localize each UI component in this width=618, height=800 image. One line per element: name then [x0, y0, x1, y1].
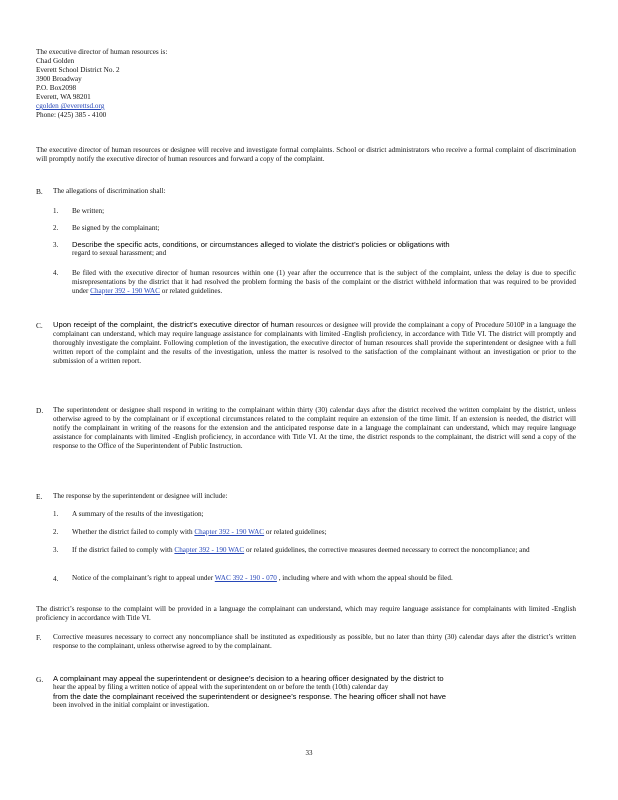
section-d-paragraph: The superintendent or designee shall respond in writing to the complainant within thirty (30) calendar days after the district received the written complaint by the district, unless otherwise agreed to by the complainant or if exceptional circumstances related to the complaint require an extension of the time limit. If an extension is needed, the district will notify the complainant in writing of the reasons for the extension and the anticipated response date in a language the complainant can understand, which may require language assistance for complainants with limited -English proficiency, in accordance with Title VI. At the time, the district responds to the complainant, the district will send a copy of the response to the Office of the Superintendent of Public Instruction. [53, 406, 576, 450]
section-e-label: E. [36, 492, 43, 501]
section-b-text: The allegations of discrimination shall: [53, 187, 166, 195]
contact-po-box: P.O. Box2098 [36, 84, 77, 92]
contact-intro: The executive director of human resources is: [36, 48, 168, 56]
chapter-392-190-wac-link[interactable]: Chapter 392 - 190 WAC [90, 287, 160, 295]
section-b-item-4 [72, 269, 576, 296]
section-g-line-2: hear the appeal by filing a written notice of appeal with the superintendent on or before the tenth (10th) calendar day [53, 683, 389, 691]
section-e-item-3-pre: If the district failed to comply with [72, 546, 173, 554]
section-c-lead: Upon receipt of the complaint, the district’s executive director of human [53, 320, 294, 329]
section-e-item-3-num: 3. [53, 546, 59, 554]
contact-block [36, 48, 576, 120]
section-f-label: F. [36, 633, 42, 642]
section-e-item-1-num: 1. [53, 510, 59, 518]
section-b-item-1-num: 1. [53, 207, 59, 215]
wac-392-190-070-link[interactable]: WAC 392 - 190 - 070 [214, 574, 277, 582]
contact-email-link[interactable]: cgolden @everettsd.org [36, 102, 105, 110]
contact-street: 3900 Broadway [36, 75, 82, 83]
section-e-item-4 [72, 574, 576, 583]
section-b-item-4-text: Be filed with the executive director of human resources within one (1) year after the occurrence that is the subject of the complaint, unless the delay is due to specific misrepresentations by the district that it had resolved the problem forming the basis of the complaint or the district withheld information that was required to be provided [72, 269, 576, 286]
section-e-item-1: A summary of the results of the investigation; [72, 510, 204, 518]
contact-phone: Phone: (425) 385 - 4100 [36, 111, 107, 119]
contact-org: Everett School District No. 2 [36, 66, 120, 74]
section-e-item-2-pre: Whether the district failed to comply with [72, 528, 193, 536]
section-c-text: resources or designee will provide the complainant a copy of Procedure 5010P in a language the complainant can understand, which may require language assistance for complainants with limited -English proficiency, in accordance with Title VI. The district will promptly and thoroughly investigate the complaint. Following completion of the investigation, the executive director of human resources shall provide the superintendent or designee with a full written report of the complaint and the results of the investigation, unless the matter is resolved to the satisfaction of the complainant without an investigation or prior to the submission of a written report. [53, 321, 577, 365]
section-e-item-4-pre: Notice of the complainant’s right to appeal under [72, 574, 214, 582]
section-b-item-2: Be signed by the complainant; [72, 224, 160, 232]
section-e-text: The response by the superintendent or designee will include: [53, 492, 228, 500]
section-c-label: C. [36, 321, 43, 330]
chapter-392-190-wac-link-2[interactable]: Chapter 392 - 190 WAC [194, 528, 265, 536]
section-b-item-2-num: 2. [53, 224, 59, 232]
section-g-line-3: from the date the complainant received the superintendent or designee’s response. The hearing officer shall not have [53, 692, 447, 701]
section-e-item-3-post: or related guidelines, the corrective measures deemed necessary to correct the noncompliance; and [245, 546, 530, 554]
chapter-392-190wac-link[interactable]: Chapter 392 - 190 WAC [174, 546, 245, 554]
section-g-line-4: been involved in the initial complaint or investigation. [53, 701, 210, 709]
section-b-label: B. [36, 187, 43, 196]
section-b-item-3-cont: regard to sexual harassment; and [72, 249, 167, 257]
contact-city: Everett, WA 98201 [36, 93, 91, 101]
section-e-item-4-post: , including where and with whom the appeal should be filed. [278, 574, 453, 582]
contact-name: Chad Golden [36, 57, 75, 65]
section-c-paragraph [53, 320, 576, 366]
section-e-item-3 [72, 546, 576, 555]
section-b-item-3 [72, 240, 576, 258]
section-e-item-4-num: 4. [53, 575, 59, 583]
section-e-item-2-post: or related guidelines; [265, 528, 327, 536]
intro-paragraph: The executive director of human resources or designee will receive and investigate formal complaints. School or district administrators who receive a formal complaint of discrimination will promptly notify the executive director of human resources and forward a copy of the complaint. [36, 146, 576, 163]
section-f-paragraph: Corrective measures necessary to correct any noncompliance shall be instituted as expeditiously as possible, but no later than thirty (30) calendar days after the district’s written response to the complainant, unless otherwise agreed to by the complainant. [53, 633, 576, 650]
section-b-item-1: Be written; [72, 207, 105, 215]
section-e-item-2 [72, 528, 576, 537]
section-b-item-4-post: or related guidelines. [161, 287, 223, 295]
section-b-item-4-pre: under [72, 287, 89, 295]
section-d-label: D. [36, 406, 44, 415]
section-b-item-3-num: 3. [53, 241, 59, 249]
section-b-item-3-lead: Describe the specific acts, conditions, or circumstances alleged to violate the district’s policies or obligations with [72, 240, 450, 249]
section-b-item-4-num: 4. [53, 269, 59, 277]
section-g-paragraph [53, 674, 576, 710]
section-g-lead: A complainant may appeal the superintendent or designee’s decision to a hearing officer designated by the district to [53, 674, 444, 683]
section-g-label: G. [36, 675, 44, 684]
response-paragraph: The district’s response to the complaint will be provided in a language the complainant can understand, which may require language assistance for complainants with limited -English proficiency in accordance with Title VI. [36, 605, 576, 622]
section-e-item-2-num: 2. [53, 528, 59, 536]
page-number: 33 [305, 749, 313, 757]
